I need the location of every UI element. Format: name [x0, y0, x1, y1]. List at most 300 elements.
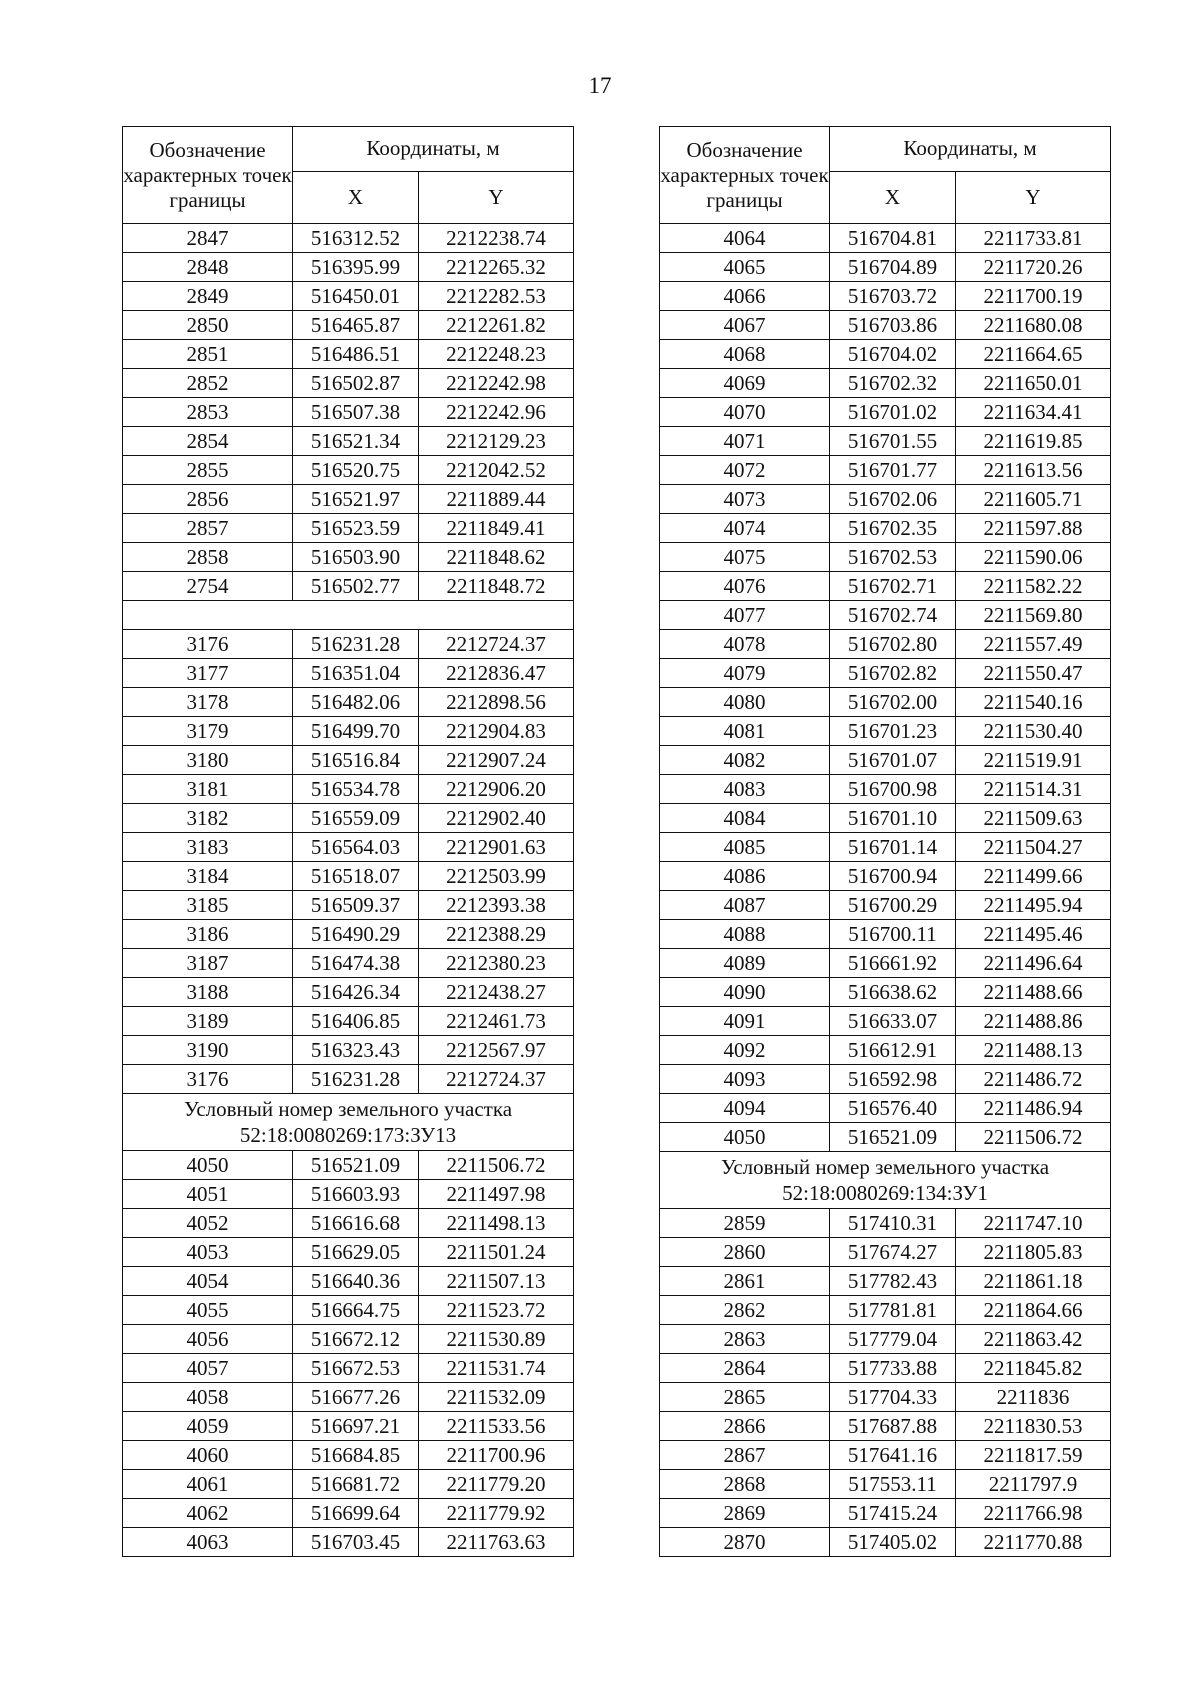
- table-row: [123, 920, 574, 949]
- table-row: [660, 572, 1111, 601]
- x-coordinate-cell: 516592.98: [830, 1065, 956, 1094]
- y-coordinate-cell: 2211848.62: [419, 543, 574, 572]
- y-coordinate-cell: 2212724.37: [419, 630, 574, 659]
- table-row: [660, 1528, 1111, 1557]
- point-id-cell: 2852: [123, 369, 293, 398]
- point-id-cell: 4064: [660, 224, 830, 253]
- x-coordinate-cell: 516701.14: [830, 833, 956, 862]
- x-coordinate-cell: 516503.90: [293, 543, 419, 572]
- point-label-header: Обозначение характерных точек границы: [660, 127, 830, 224]
- x-coordinate-cell: 517779.04: [830, 1325, 956, 1354]
- point-id-cell: 2858: [123, 543, 293, 572]
- x-coordinate-cell: 516474.38: [293, 949, 419, 978]
- point-id-cell: 4069: [660, 369, 830, 398]
- table-row: [123, 1065, 574, 1094]
- table-row: [123, 1354, 574, 1383]
- table-row: [123, 1499, 574, 1528]
- table-row: [660, 1296, 1111, 1325]
- y-coordinate-cell: 2211605.71: [956, 485, 1111, 514]
- table-header: [660, 127, 1111, 224]
- table-row: [123, 630, 574, 659]
- point-id-cell: 4055: [123, 1296, 293, 1325]
- y-coordinate-cell: 2211488.66: [956, 978, 1111, 1007]
- x-coordinate-cell: 516395.99: [293, 253, 419, 282]
- x-coordinate-cell: 517687.88: [830, 1412, 956, 1441]
- table-row: [660, 775, 1111, 804]
- table-row: [123, 253, 574, 282]
- x-coordinate-cell: 516486.51: [293, 340, 419, 369]
- x-coordinate-cell: 517415.24: [830, 1499, 956, 1528]
- x-coordinate-cell: 516700.11: [830, 920, 956, 949]
- table-body: [660, 224, 1111, 1557]
- point-id-cell: 3183: [123, 833, 293, 862]
- blank-separator-row: [123, 601, 574, 630]
- table-row: [123, 1325, 574, 1354]
- point-id-cell: 4058: [123, 1383, 293, 1412]
- y-coordinate-cell: 2211863.42: [956, 1325, 1111, 1354]
- x-coordinate-cell: 516323.43: [293, 1036, 419, 1065]
- x-coordinate-cell: 516612.91: [830, 1036, 956, 1065]
- table-row: [660, 862, 1111, 891]
- y-coordinate-cell: 2212503.99: [419, 862, 574, 891]
- y-coordinate-cell: 2211501.24: [419, 1238, 574, 1267]
- table-row: [660, 1123, 1111, 1152]
- y-coordinate-cell: 2212129.23: [419, 427, 574, 456]
- section-title: Условный номер земельного участка: [720, 1155, 1050, 1179]
- x-coordinate-cell: 516700.98: [830, 775, 956, 804]
- x-coordinate-cell: 516534.78: [293, 775, 419, 804]
- x-coordinate-cell: 516502.87: [293, 369, 419, 398]
- y-coordinate-cell: 2212265.32: [419, 253, 574, 282]
- point-id-cell: 4072: [660, 456, 830, 485]
- section-title: Условный номер земельного участка: [183, 1097, 513, 1121]
- x-coordinate-cell: 516700.94: [830, 862, 956, 891]
- point-id-cell: 2859: [660, 1209, 830, 1238]
- point-id-cell: 2863: [660, 1325, 830, 1354]
- table-row: [660, 1036, 1111, 1065]
- y-coordinate-cell: 2211530.89: [419, 1325, 574, 1354]
- table-row: [123, 717, 574, 746]
- point-id-cell: 4092: [660, 1036, 830, 1065]
- table-row: [123, 1383, 574, 1412]
- point-id-cell: 3189: [123, 1007, 293, 1036]
- y-coordinate-cell: 2212567.97: [419, 1036, 574, 1065]
- table-row: [123, 340, 574, 369]
- point-id-cell: 2754: [123, 572, 293, 601]
- y-coordinate-cell: 2211498.13: [419, 1209, 574, 1238]
- table-row: [123, 282, 574, 311]
- x-coordinate-cell: 516482.06: [293, 688, 419, 717]
- table-row: [660, 282, 1111, 311]
- y-column-header: Y: [956, 171, 1111, 223]
- point-id-cell: 4054: [123, 1267, 293, 1296]
- table-row: [123, 1296, 574, 1325]
- y-coordinate-cell: 2211495.94: [956, 891, 1111, 920]
- point-id-cell: 4065: [660, 253, 830, 282]
- y-coordinate-cell: 2211700.19: [956, 282, 1111, 311]
- y-coordinate-cell: 2211848.72: [419, 572, 574, 601]
- blank-cell: [123, 601, 574, 630]
- point-id-cell: 2869: [660, 1499, 830, 1528]
- x-coordinate-cell: 516426.34: [293, 978, 419, 1007]
- point-id-cell: 3176: [123, 1065, 293, 1094]
- point-id-cell: 4080: [660, 688, 830, 717]
- table-row: [660, 804, 1111, 833]
- y-coordinate-cell: 2211664.65: [956, 340, 1111, 369]
- table-row: [123, 1441, 574, 1470]
- x-coordinate-cell: 516616.68: [293, 1209, 419, 1238]
- point-id-cell: 2857: [123, 514, 293, 543]
- x-coordinate-cell: 516518.07: [293, 862, 419, 891]
- x-coordinate-cell: 516702.06: [830, 485, 956, 514]
- table-row: [660, 1238, 1111, 1267]
- y-coordinate-cell: 2211506.72: [419, 1151, 574, 1180]
- x-coordinate-cell: 516701.10: [830, 804, 956, 833]
- y-coordinate-cell: 2211836: [956, 1383, 1111, 1412]
- point-id-cell: 4089: [660, 949, 830, 978]
- point-id-cell: 4084: [660, 804, 830, 833]
- table-row: [660, 978, 1111, 1007]
- x-coordinate-cell: 516672.12: [293, 1325, 419, 1354]
- table-row: [123, 688, 574, 717]
- x-coordinate-cell: 516701.07: [830, 746, 956, 775]
- point-id-cell: 4050: [123, 1151, 293, 1180]
- table-row: [660, 311, 1111, 340]
- y-coordinate-cell: 2211619.85: [956, 427, 1111, 456]
- table-row: [660, 1412, 1111, 1441]
- y-coordinate-cell: 2211506.72: [956, 1123, 1111, 1152]
- y-coordinate-cell: 2212438.27: [419, 978, 574, 1007]
- x-coordinate-cell: 516523.59: [293, 514, 419, 543]
- y-coordinate-cell: 2211582.22: [956, 572, 1111, 601]
- y-coordinate-cell: 2211514.31: [956, 775, 1111, 804]
- table-row: [660, 891, 1111, 920]
- table-row: [123, 456, 574, 485]
- x-coordinate-cell: 517641.16: [830, 1441, 956, 1470]
- y-coordinate-cell: 2211488.86: [956, 1007, 1111, 1036]
- parcel-number: 52:18:0080269:134:ЗУ1: [782, 1181, 988, 1205]
- x-coordinate-cell: 516701.55: [830, 427, 956, 456]
- point-id-cell: 4085: [660, 833, 830, 862]
- point-id-cell: 2854: [123, 427, 293, 456]
- y-coordinate-cell: 2211763.63: [419, 1528, 574, 1557]
- y-coordinate-cell: 2212248.23: [419, 340, 574, 369]
- x-coordinate-cell: 516699.64: [293, 1499, 419, 1528]
- y-coordinate-cell: 2211889.44: [419, 485, 574, 514]
- table-row: [123, 1036, 574, 1065]
- point-id-cell: 3182: [123, 804, 293, 833]
- x-coordinate-cell: 516490.29: [293, 920, 419, 949]
- point-id-cell: 4060: [123, 1441, 293, 1470]
- x-coordinate-cell: 516700.29: [830, 891, 956, 920]
- x-coordinate-cell: 516702.74: [830, 601, 956, 630]
- point-id-cell: 2849: [123, 282, 293, 311]
- table-row: [660, 427, 1111, 456]
- table-row: [123, 1412, 574, 1441]
- table-row: [660, 1209, 1111, 1238]
- point-id-cell: 3180: [123, 746, 293, 775]
- table-row: [123, 978, 574, 1007]
- table-row: [660, 1470, 1111, 1499]
- point-id-cell: 4057: [123, 1354, 293, 1383]
- x-coordinate-cell: 516704.89: [830, 253, 956, 282]
- y-coordinate-cell: 2211830.53: [956, 1412, 1111, 1441]
- point-id-cell: 4086: [660, 862, 830, 891]
- y-coordinate-cell: 2212393.38: [419, 891, 574, 920]
- y-coordinate-cell: 2212238.74: [419, 224, 574, 253]
- table-row: [660, 1383, 1111, 1412]
- parcel-number: 52:18:0080269:173:ЗУ13: [239, 1123, 457, 1147]
- coordinates-table-right: [659, 126, 1111, 1557]
- x-coordinate-cell: 516499.70: [293, 717, 419, 746]
- section-title-cell: [123, 1094, 574, 1151]
- point-id-cell: 2861: [660, 1267, 830, 1296]
- point-id-cell: 2870: [660, 1528, 830, 1557]
- y-coordinate-cell: 2211497.98: [419, 1180, 574, 1209]
- table-row: [660, 1325, 1111, 1354]
- y-coordinate-cell: 2211797.9: [956, 1470, 1111, 1499]
- y-coordinate-cell: 2211779.92: [419, 1499, 574, 1528]
- table-row: [660, 833, 1111, 862]
- table-row: [660, 1267, 1111, 1296]
- point-id-cell: 4074: [660, 514, 830, 543]
- point-id-cell: 2865: [660, 1383, 830, 1412]
- x-coordinate-cell: 516450.01: [293, 282, 419, 311]
- table-row: [123, 543, 574, 572]
- x-coordinate-cell: 516640.36: [293, 1267, 419, 1296]
- point-id-cell: 4070: [660, 398, 830, 427]
- x-coordinate-cell: 516564.03: [293, 833, 419, 862]
- x-column-header: X: [293, 171, 419, 223]
- table-body: [123, 224, 574, 1557]
- section-title-row: [660, 1152, 1111, 1209]
- x-coordinate-cell: 516701.23: [830, 717, 956, 746]
- point-id-cell: 4090: [660, 978, 830, 1007]
- x-coordinate-cell: 516661.92: [830, 949, 956, 978]
- x-coordinate-cell: 516697.21: [293, 1412, 419, 1441]
- table-row: [660, 1007, 1111, 1036]
- table-row: [660, 543, 1111, 572]
- x-column-header: X: [830, 171, 956, 223]
- point-id-cell: 4078: [660, 630, 830, 659]
- point-id-cell: 2847: [123, 224, 293, 253]
- y-coordinate-cell: 2212906.20: [419, 775, 574, 804]
- x-coordinate-cell: 517410.31: [830, 1209, 956, 1238]
- point-id-cell: 3190: [123, 1036, 293, 1065]
- x-coordinate-cell: 516502.77: [293, 572, 419, 601]
- point-id-cell: 2856: [123, 485, 293, 514]
- y-coordinate-cell: 2212836.47: [419, 659, 574, 688]
- y-coordinate-cell: 2211550.47: [956, 659, 1111, 688]
- x-coordinate-cell: 516638.62: [830, 978, 956, 1007]
- point-id-cell: 4083: [660, 775, 830, 804]
- point-id-cell: 2867: [660, 1441, 830, 1470]
- x-coordinate-cell: 516702.71: [830, 572, 956, 601]
- y-coordinate-cell: 2212388.29: [419, 920, 574, 949]
- point-id-cell: 4063: [123, 1528, 293, 1557]
- table-row: [123, 1180, 574, 1209]
- table-row: [123, 398, 574, 427]
- y-coordinate-cell: 2211486.72: [956, 1065, 1111, 1094]
- point-id-cell: 3179: [123, 717, 293, 746]
- point-id-cell: 4067: [660, 311, 830, 340]
- y-coordinate-cell: 2211680.08: [956, 311, 1111, 340]
- table-row: [123, 311, 574, 340]
- table-row: [660, 485, 1111, 514]
- y-coordinate-cell: 2211533.56: [419, 1412, 574, 1441]
- y-coordinate-cell: 2212042.52: [419, 456, 574, 485]
- x-coordinate-cell: 516704.02: [830, 340, 956, 369]
- table-row: [660, 456, 1111, 485]
- x-coordinate-cell: 516521.97: [293, 485, 419, 514]
- point-id-cell: 4068: [660, 340, 830, 369]
- x-coordinate-cell: 517674.27: [830, 1238, 956, 1267]
- table-row: [660, 1094, 1111, 1123]
- table-row: [123, 1528, 574, 1557]
- x-coordinate-cell: 517782.43: [830, 1267, 956, 1296]
- table-row: [660, 340, 1111, 369]
- coords-group-header: Координаты, м: [293, 127, 574, 172]
- x-coordinate-cell: 516701.77: [830, 456, 956, 485]
- section-title-row: [123, 1094, 574, 1151]
- x-coordinate-cell: 516677.26: [293, 1383, 419, 1412]
- x-coordinate-cell: 516633.07: [830, 1007, 956, 1036]
- y-coordinate-cell: 2212724.37: [419, 1065, 574, 1094]
- table-row: [660, 746, 1111, 775]
- x-coordinate-cell: 516702.82: [830, 659, 956, 688]
- table-row: [660, 369, 1111, 398]
- x-coordinate-cell: 517405.02: [830, 1528, 956, 1557]
- table-row: [123, 775, 574, 804]
- x-coordinate-cell: 517704.33: [830, 1383, 956, 1412]
- table-row: [660, 717, 1111, 746]
- x-coordinate-cell: 516702.35: [830, 514, 956, 543]
- table-header: [123, 127, 574, 224]
- table-row: [660, 1354, 1111, 1383]
- y-coordinate-cell: 2212904.83: [419, 717, 574, 746]
- y-coordinate-cell: 2212380.23: [419, 949, 574, 978]
- table-row: [660, 601, 1111, 630]
- y-coordinate-cell: 2212898.56: [419, 688, 574, 717]
- y-coordinate-cell: 2211849.41: [419, 514, 574, 543]
- point-id-cell: 3184: [123, 862, 293, 891]
- y-coordinate-cell: 2212902.40: [419, 804, 574, 833]
- table-row: [123, 1151, 574, 1180]
- x-coordinate-cell: 517553.11: [830, 1470, 956, 1499]
- table-row: [660, 514, 1111, 543]
- table-row: [660, 224, 1111, 253]
- y-coordinate-cell: 2211597.88: [956, 514, 1111, 543]
- table-row: [123, 862, 574, 891]
- table-row: [123, 572, 574, 601]
- x-coordinate-cell: 516231.28: [293, 630, 419, 659]
- point-id-cell: 4051: [123, 1180, 293, 1209]
- x-coordinate-cell: 516231.28: [293, 1065, 419, 1094]
- y-coordinate-cell: 2211504.27: [956, 833, 1111, 862]
- x-coordinate-cell: 516559.09: [293, 804, 419, 833]
- point-id-cell: 4062: [123, 1499, 293, 1528]
- point-id-cell: 4094: [660, 1094, 830, 1123]
- y-coordinate-cell: 2211488.13: [956, 1036, 1111, 1065]
- y-coordinate-cell: 2211531.74: [419, 1354, 574, 1383]
- point-id-cell: 4077: [660, 601, 830, 630]
- table-row: [123, 1238, 574, 1267]
- point-id-cell: 2864: [660, 1354, 830, 1383]
- y-coordinate-cell: 2211720.26: [956, 253, 1111, 282]
- y-coordinate-cell: 2211766.98: [956, 1499, 1111, 1528]
- y-coordinate-cell: 2211779.20: [419, 1470, 574, 1499]
- x-coordinate-cell: 516684.85: [293, 1441, 419, 1470]
- point-id-cell: 4053: [123, 1238, 293, 1267]
- y-coordinate-cell: 2211861.18: [956, 1267, 1111, 1296]
- table-row: [660, 253, 1111, 282]
- point-id-cell: 2853: [123, 398, 293, 427]
- y-coordinate-cell: 2211496.64: [956, 949, 1111, 978]
- point-id-cell: 4050: [660, 1123, 830, 1152]
- point-id-cell: 3186: [123, 920, 293, 949]
- point-id-cell: 2868: [660, 1470, 830, 1499]
- table-row: [660, 1065, 1111, 1094]
- table-row: [123, 224, 574, 253]
- y-coordinate-cell: 2211507.13: [419, 1267, 574, 1296]
- point-id-cell: 4093: [660, 1065, 830, 1094]
- x-coordinate-cell: 516702.00: [830, 688, 956, 717]
- x-coordinate-cell: 516351.04: [293, 659, 419, 688]
- y-coordinate-cell: 2211523.72: [419, 1296, 574, 1325]
- table-row: [123, 1470, 574, 1499]
- y-coordinate-cell: 2212907.24: [419, 746, 574, 775]
- point-id-cell: 4073: [660, 485, 830, 514]
- x-coordinate-cell: 516576.40: [830, 1094, 956, 1123]
- y-coordinate-cell: 2211499.66: [956, 862, 1111, 891]
- y-coordinate-cell: 2212461.73: [419, 1007, 574, 1036]
- coordinates-table-left: [122, 126, 574, 1557]
- x-coordinate-cell: 516702.53: [830, 543, 956, 572]
- y-coordinate-cell: 2211845.82: [956, 1354, 1111, 1383]
- x-coordinate-cell: 516703.72: [830, 282, 956, 311]
- point-id-cell: 2866: [660, 1412, 830, 1441]
- point-id-cell: 3188: [123, 978, 293, 1007]
- table-row: [123, 1007, 574, 1036]
- point-id-cell: 3177: [123, 659, 293, 688]
- table-row: [123, 514, 574, 543]
- table-row: [123, 1267, 574, 1296]
- x-coordinate-cell: 516312.52: [293, 224, 419, 253]
- y-coordinate-cell: 2211590.06: [956, 543, 1111, 572]
- y-coordinate-cell: 2211805.83: [956, 1238, 1111, 1267]
- x-coordinate-cell: 516629.05: [293, 1238, 419, 1267]
- point-id-cell: 2855: [123, 456, 293, 485]
- x-coordinate-cell: 516465.87: [293, 311, 419, 340]
- x-coordinate-cell: 516507.38: [293, 398, 419, 427]
- y-coordinate-cell: 2211532.09: [419, 1383, 574, 1412]
- point-id-cell: 4071: [660, 427, 830, 456]
- table-row: [123, 833, 574, 862]
- point-id-cell: 4059: [123, 1412, 293, 1441]
- y-coordinate-cell: 2212242.96: [419, 398, 574, 427]
- point-id-cell: 3185: [123, 891, 293, 920]
- x-coordinate-cell: 516521.34: [293, 427, 419, 456]
- x-coordinate-cell: 516703.86: [830, 311, 956, 340]
- table-row: [660, 949, 1111, 978]
- y-coordinate-cell: 2211495.46: [956, 920, 1111, 949]
- y-coordinate-cell: 2211650.01: [956, 369, 1111, 398]
- x-coordinate-cell: 516701.02: [830, 398, 956, 427]
- y-coordinate-cell: 2211817.59: [956, 1441, 1111, 1470]
- coords-group-header: Координаты, м: [830, 127, 1111, 172]
- y-coordinate-cell: 2211700.96: [419, 1441, 574, 1470]
- x-coordinate-cell: 516681.72: [293, 1470, 419, 1499]
